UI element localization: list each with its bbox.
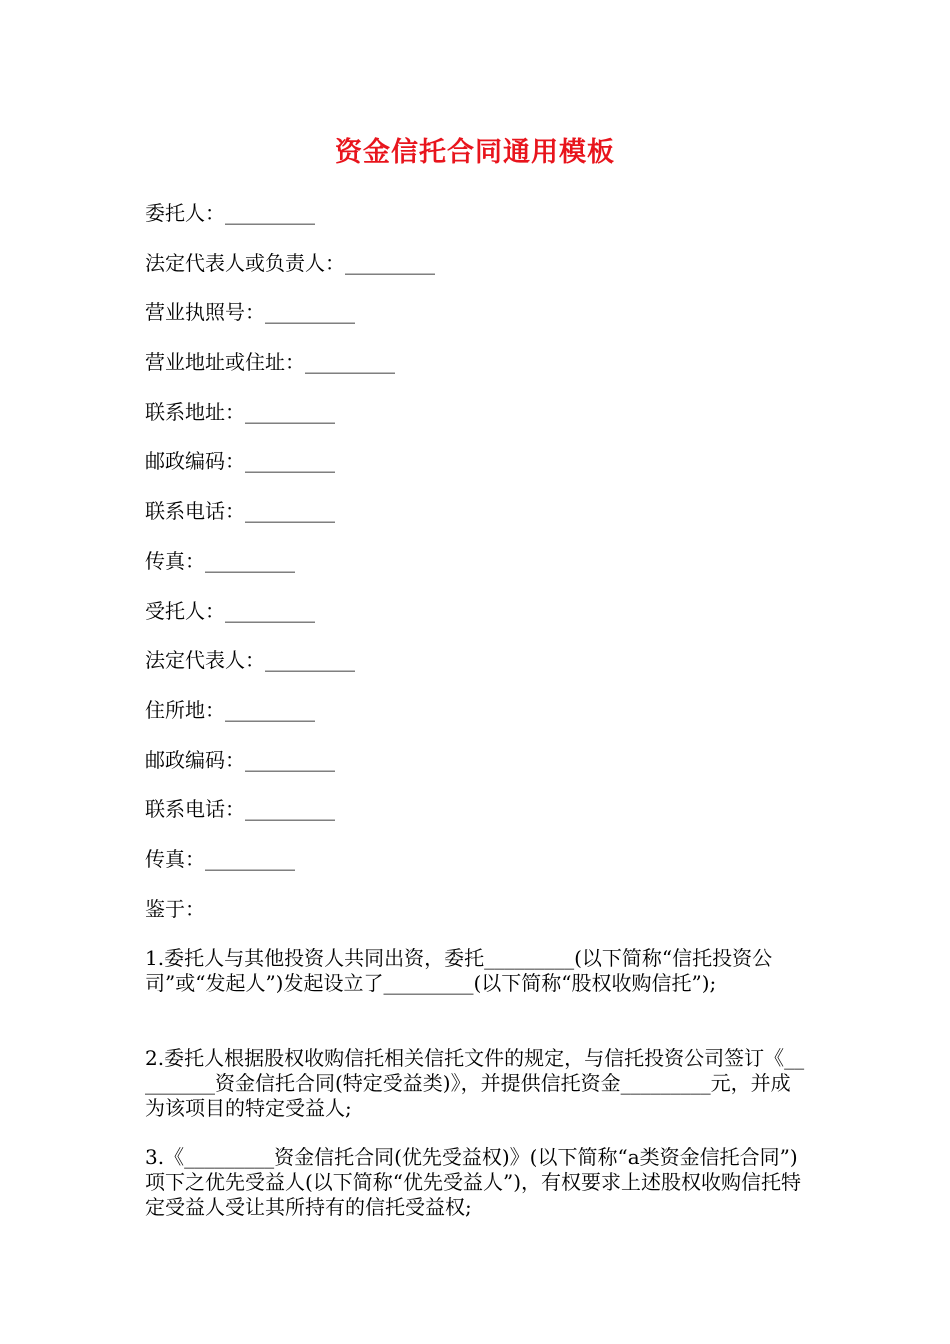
field-trustee: 受托人：_________ <box>145 598 315 623</box>
clause-2: 2.委托人根据股权收购信托相关信托文件的规定，与信托投资公司签订《_________资金信托合同(特定受益类)》，并提供信托资金_________元，并成为该项目的特定受益人; <box>145 1046 805 1120</box>
field-trustee-phone: 联系电话：_________ <box>145 797 335 822</box>
field-principal-phone: 联系电话：_________ <box>145 499 335 524</box>
field-trustee-legal-representative: 法定代表人：_________ <box>145 648 355 673</box>
field-principal: 委托人：_________ <box>145 201 315 225</box>
clause-3: 3.《_________资金信托合同(优先受益权)》(以下简称“a类资金信托合同”)项下之优先受益人(以下简称“优先受益人”)，有权要求上述股权收购信托特定受益人受让其所持有的信托受益权; <box>145 1145 802 1219</box>
field-trustee-fax: 传真：_________ <box>145 846 295 871</box>
field-trustee-domicile: 住所地：_________ <box>145 697 315 722</box>
document-title: 资金信托合同通用模板 <box>335 137 615 168</box>
field-business-address: 营业地址或住址：_________ <box>145 350 395 375</box>
field-business-license-number: 营业执照号：_________ <box>145 300 355 325</box>
clause-1: 1.委托人与其他投资人共同出资，委托_________(以下简称“信托投资公司”或“发起人”)发起设立了_________(以下简称“股权收购信托”); <box>145 946 773 995</box>
party-info-list <box>145 199 815 895</box>
field-principal-legal-representative: 法定代表人或负责人：_________ <box>145 250 435 275</box>
field-principal-postal-code: 邮政编码：_________ <box>145 449 335 474</box>
whereas-heading: 鉴于： <box>145 897 205 921</box>
field-trustee-postal-code: 邮政编码：_________ <box>145 747 335 772</box>
field-contact-address: 联系地址：_________ <box>145 399 335 424</box>
field-principal-fax: 传真：_________ <box>145 548 295 573</box>
